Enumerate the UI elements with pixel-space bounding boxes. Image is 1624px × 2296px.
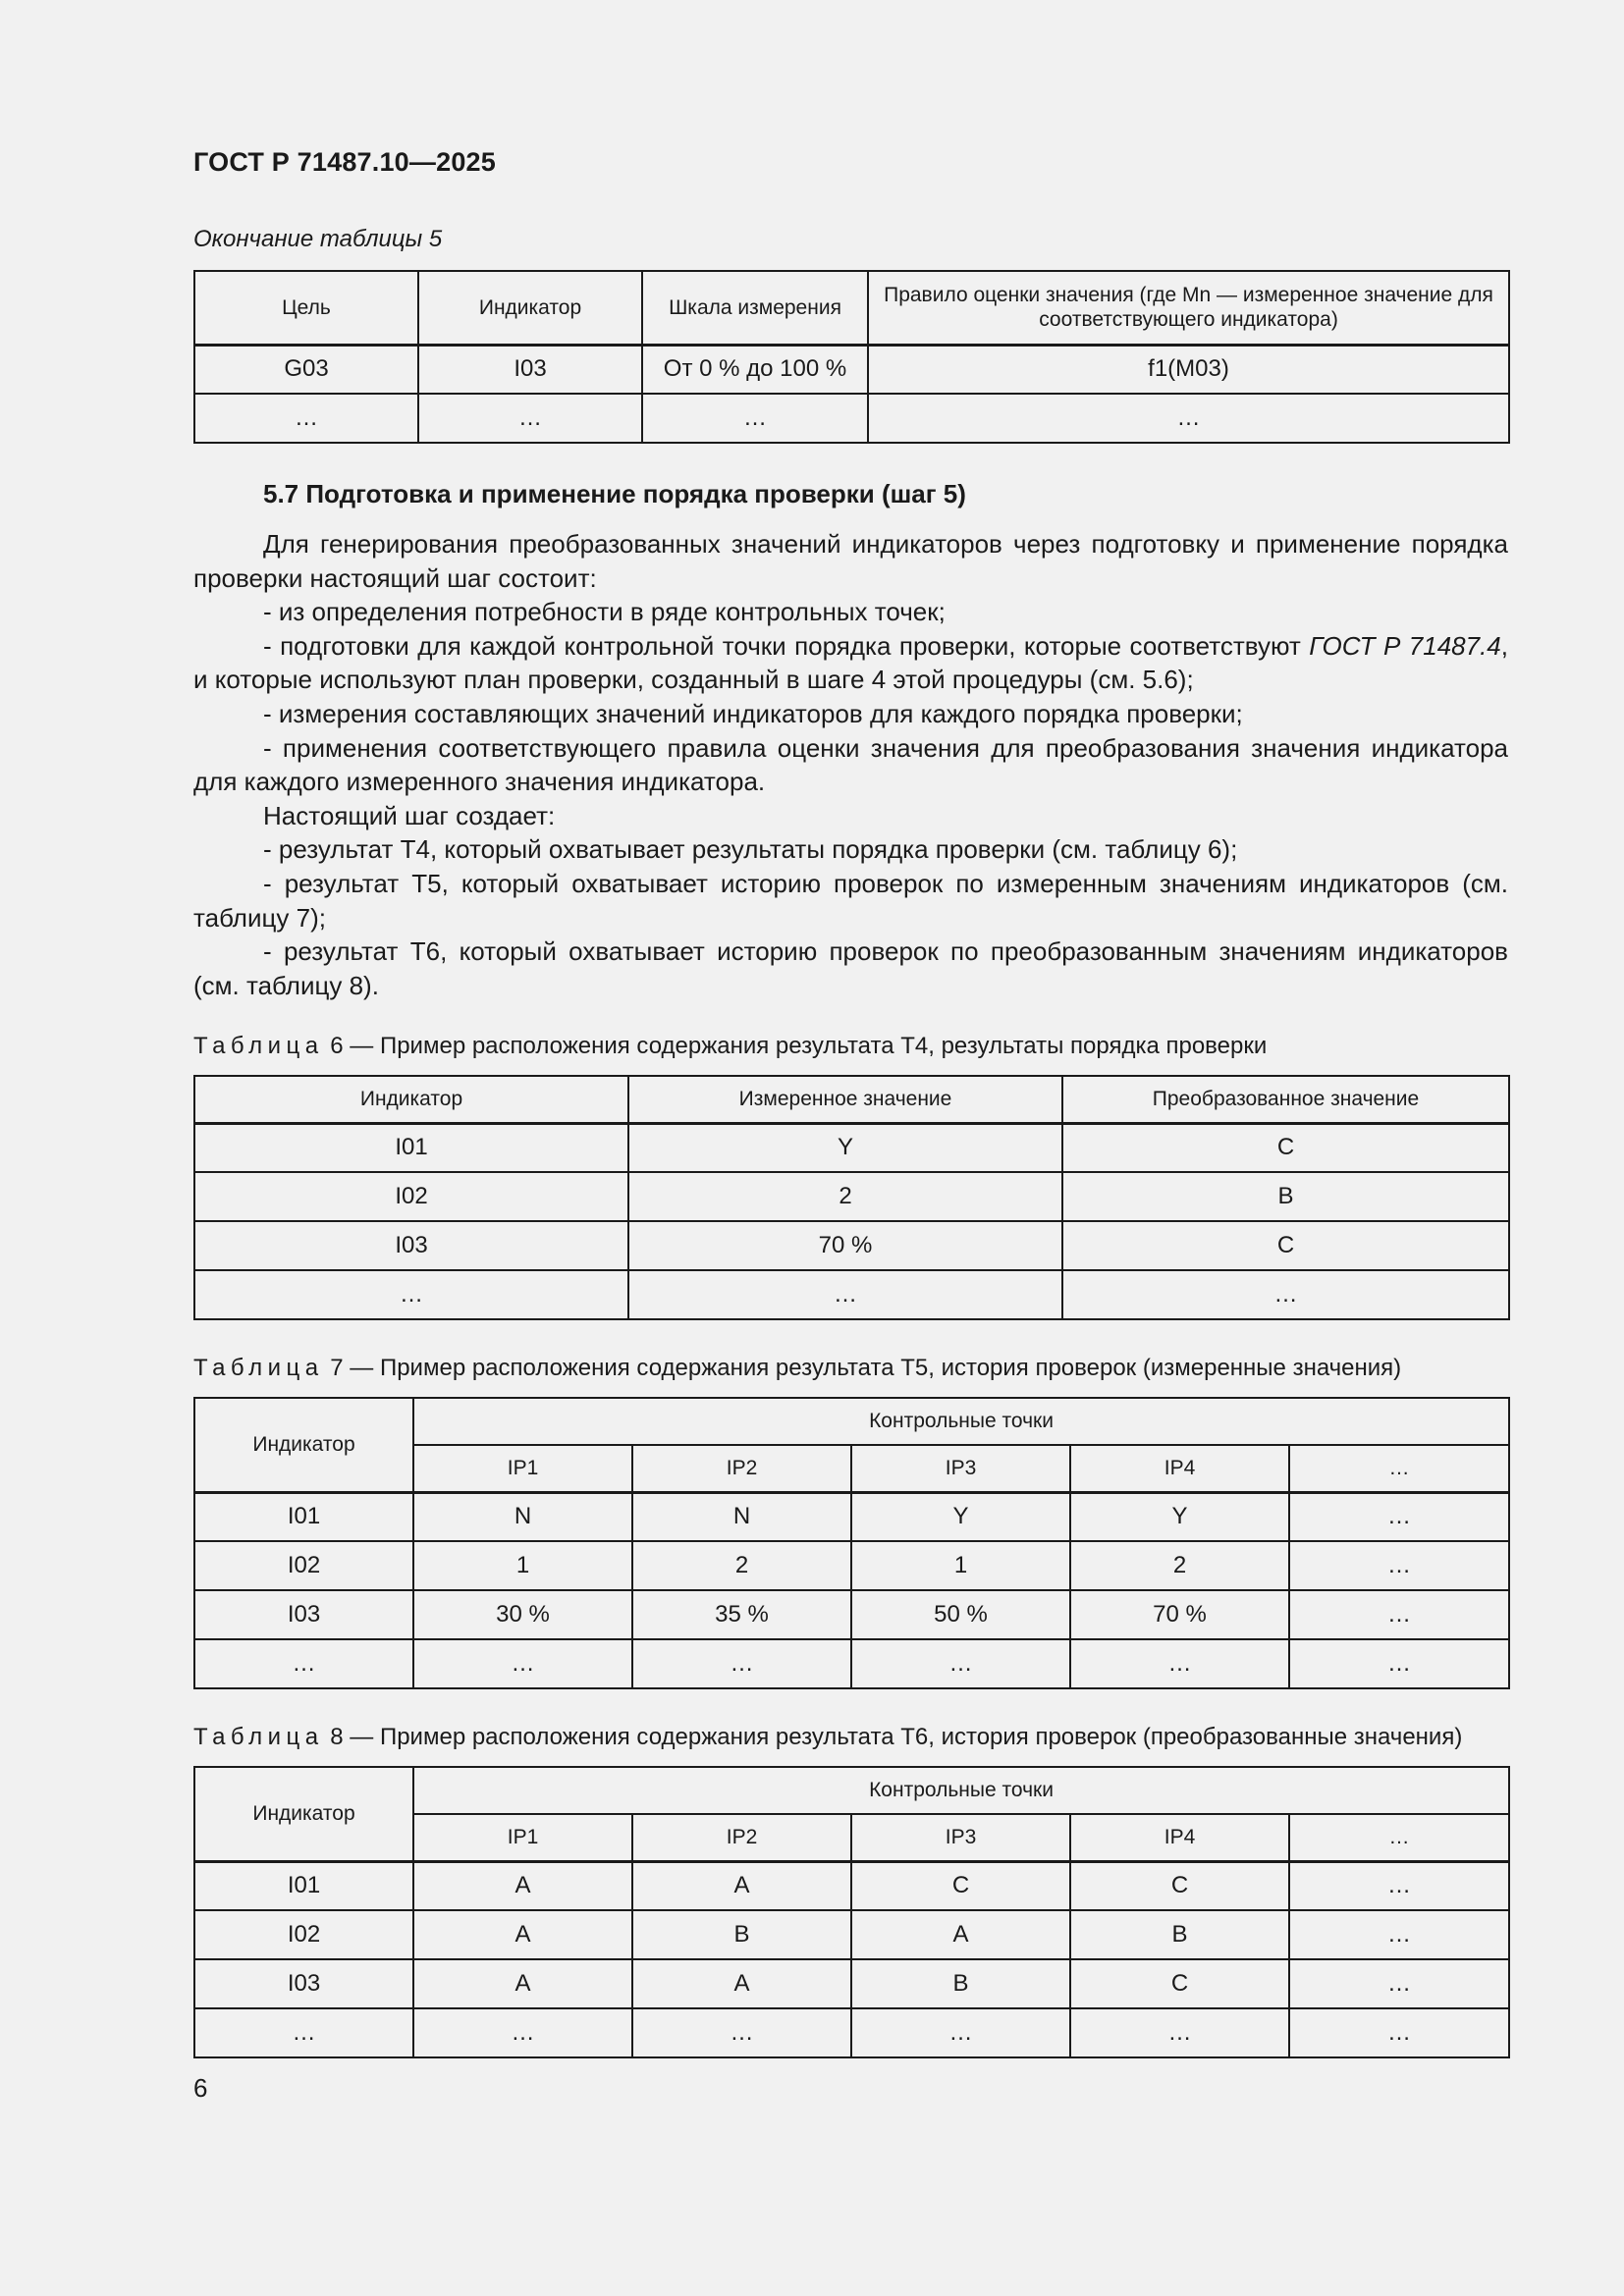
table-cell: A <box>413 1861 632 1910</box>
table-cell: A <box>632 1959 851 2008</box>
table8-subheader-cell: IP4 <box>1070 1814 1289 1861</box>
table-row <box>194 345 1509 394</box>
table-cell: 2 <box>628 1172 1062 1221</box>
table-cell: G03 <box>194 345 418 394</box>
table7-caption <box>193 1355 1401 1382</box>
table-cell: Y <box>1070 1492 1289 1541</box>
table-cell: … <box>413 1639 632 1688</box>
table6-header-cell: Индикатор <box>194 1076 628 1123</box>
table8-header-group: Контрольные точки <box>413 1767 1509 1814</box>
table-cell: … <box>194 394 418 443</box>
table6-caption <box>193 1033 1267 1060</box>
table-cell: C <box>1070 1959 1289 2008</box>
table-cell: … <box>1070 2008 1289 2057</box>
table-row <box>194 1910 1509 1959</box>
table-cell: I02 <box>194 1172 628 1221</box>
table-row <box>194 1959 1509 2008</box>
table-cell: … <box>851 2008 1070 2057</box>
table8 <box>193 1766 1510 2058</box>
table-label: Таблица <box>193 1033 324 1059</box>
table5-header-cell: Индикатор <box>418 271 642 345</box>
list-item-text: - подготовки для каждой контрольной точки порядка проверки, которые соответствуют <box>263 630 1310 661</box>
table-cell: B <box>1062 1172 1509 1221</box>
table-cell: … <box>1062 1270 1509 1319</box>
section-title: 5.7 Подготовка и применение порядка проверки (шаг 5) <box>263 479 966 508</box>
list-item: - результат Т4, который охватывает результаты порядка проверки (см. таблицу 6); <box>263 834 1238 865</box>
table-cell: C <box>1070 1861 1289 1910</box>
table-cell: B <box>1070 1910 1289 1959</box>
table7 <box>193 1397 1510 1689</box>
table-cell: … <box>632 1639 851 1688</box>
table5-header-cell: Цель <box>194 271 418 345</box>
caption-text: 8 — Пример расположения содержания результата Т6, история проверок (преобразованные значения) <box>323 1724 1463 1750</box>
table-cell: Y <box>851 1492 1070 1541</box>
table-cell: … <box>1289 1590 1509 1639</box>
table-row <box>194 1639 1509 1688</box>
table-cell: … <box>413 2008 632 2057</box>
table-row <box>194 2008 1509 2057</box>
table-cell: 35 % <box>632 1590 851 1639</box>
table-row <box>194 1270 1509 1319</box>
table-cell: I03 <box>194 1590 413 1639</box>
table8-header-row <box>194 1767 1509 1814</box>
table-cell: 1 <box>413 1541 632 1590</box>
table-cell: I02 <box>194 1541 413 1590</box>
table7-subheader-cell: … <box>1289 1445 1509 1492</box>
table-cell: B <box>632 1910 851 1959</box>
standard-reference: ГОСТ Р 71487.4 <box>1309 630 1501 661</box>
table6-header-row <box>194 1076 1509 1123</box>
table-cell: A <box>632 1861 851 1910</box>
document-number: ГОСТ Р 71487.10—2025 <box>193 147 496 177</box>
table-row <box>194 1221 1509 1270</box>
table-row <box>194 394 1509 443</box>
table-cell: N <box>632 1492 851 1541</box>
table-cell: 2 <box>632 1541 851 1590</box>
table8-subheader-cell: IP3 <box>851 1814 1070 1861</box>
table-cell: 70 % <box>1070 1590 1289 1639</box>
table-row <box>194 1590 1509 1639</box>
table-cell: … <box>642 394 868 443</box>
table-cell: C <box>1062 1221 1509 1270</box>
table-cell: … <box>418 394 642 443</box>
table-cell: … <box>1289 1861 1509 1910</box>
table-row <box>194 1123 1509 1172</box>
page-number: 6 <box>193 2073 208 2103</box>
table-cell: C <box>851 1861 1070 1910</box>
list-item: - результат Т5, который охватывает историю проверок по измеренным значениям индикаторов (см. таблицу 7); <box>193 868 1508 933</box>
table-cell: … <box>1289 1639 1509 1688</box>
table-cell: … <box>1289 1959 1509 2008</box>
table-row <box>194 1541 1509 1590</box>
table-label: Таблица <box>193 1355 324 1381</box>
paragraph: Настоящий шаг создает: <box>263 800 556 830</box>
table-cell: I01 <box>194 1861 413 1910</box>
table-cell: … <box>1070 1639 1289 1688</box>
table7-subheader-cell: IP2 <box>632 1445 851 1492</box>
table-cell: … <box>194 1639 413 1688</box>
list-item <box>193 629 1508 697</box>
caption-text: 6 — Пример расположения содержания результата Т4, результаты порядка проверки <box>323 1033 1268 1059</box>
list-item-text: , и которые используют план проверки, созданный в шаге 4 этой процедуры (см. 5.6); <box>193 630 1508 695</box>
table-cell: 30 % <box>413 1590 632 1639</box>
section-body <box>193 527 1508 1002</box>
table-cell: От 0 % до 100 % <box>642 345 868 394</box>
table-cell: … <box>851 1639 1070 1688</box>
table-cell: 50 % <box>851 1590 1070 1639</box>
table6-header-cell: Измеренное значение <box>628 1076 1062 1123</box>
table-cell: Y <box>628 1123 1062 1172</box>
table8-caption <box>193 1724 1462 1751</box>
table-cell: … <box>194 1270 628 1319</box>
list-item: - применения соответствующего правила оценки значения для преобразования значения индикатора для каждого измеренного значения индикатора. <box>193 732 1508 797</box>
table8-subheader-cell: … <box>1289 1814 1509 1861</box>
table7-header-cell: Индикатор <box>194 1398 413 1492</box>
table8-subheader-cell: IP1 <box>413 1814 632 1861</box>
table6 <box>193 1075 1510 1320</box>
caption-text: 7 — Пример расположения содержания результата Т5, история проверок (измеренные значения) <box>323 1355 1402 1381</box>
list-item: - из определения потребности в ряде контрольных точек; <box>263 597 946 627</box>
table5 <box>193 270 1510 444</box>
table-cell: 1 <box>851 1541 1070 1590</box>
table-cell: C <box>1062 1123 1509 1172</box>
table-row <box>194 1172 1509 1221</box>
table-cell: … <box>1289 1910 1509 1959</box>
table-label: Таблица <box>193 1724 324 1750</box>
table-row <box>194 1492 1509 1541</box>
table7-subheader-cell: IP1 <box>413 1445 632 1492</box>
table8-header-cell: Индикатор <box>194 1767 413 1861</box>
table-cell: A <box>413 1910 632 1959</box>
table-cell: I01 <box>194 1492 413 1541</box>
table7-subheader-cell: IP4 <box>1070 1445 1289 1492</box>
paragraph: Для генерирования преобразованных значений индикаторов через подготовку и применение порядка проверки настоящий шаг состоит: <box>193 529 1508 593</box>
list-item: - измерения составляющих значений индикаторов для каждого порядка проверки; <box>263 698 1243 728</box>
table-cell: … <box>868 394 1509 443</box>
table-cell: … <box>1289 1492 1509 1541</box>
table-cell: N <box>413 1492 632 1541</box>
table5-caption: Окончание таблицы 5 <box>193 226 443 252</box>
table7-header-row <box>194 1398 1509 1445</box>
table-cell: I03 <box>418 345 642 394</box>
table-cell: I02 <box>194 1910 413 1959</box>
table-cell: … <box>632 2008 851 2057</box>
table-cell: B <box>851 1959 1070 2008</box>
table-cell: … <box>194 2008 413 2057</box>
table8-subheader-cell: IP2 <box>632 1814 851 1861</box>
table-cell: A <box>413 1959 632 2008</box>
table-cell: I01 <box>194 1123 628 1172</box>
table-cell: … <box>1289 1541 1509 1590</box>
table6-header-cell: Преобразованное значение <box>1062 1076 1509 1123</box>
table-row <box>194 1861 1509 1910</box>
list-item: - результат Т6, который охватывает историю проверок по преобразованным значениям индикаторов (см. таблицу 8). <box>193 936 1508 1000</box>
table7-header-group: Контрольные точки <box>413 1398 1509 1445</box>
table5-header-row <box>194 271 1509 345</box>
table-cell: I03 <box>194 1959 413 2008</box>
table-cell: I03 <box>194 1221 628 1270</box>
table-cell: 70 % <box>628 1221 1062 1270</box>
table5-header-cell: Правило оценки значения (где Mn — измеренное значение для соответствующего индикатора) <box>868 271 1509 345</box>
table5-header-cell: Шкала измерения <box>642 271 868 345</box>
table7-subheader-cell: IP3 <box>851 1445 1070 1492</box>
table-cell: A <box>851 1910 1070 1959</box>
table-cell: … <box>628 1270 1062 1319</box>
table-cell: f1(M03) <box>868 345 1509 394</box>
table-cell: … <box>1289 2008 1509 2057</box>
table-cell: 2 <box>1070 1541 1289 1590</box>
